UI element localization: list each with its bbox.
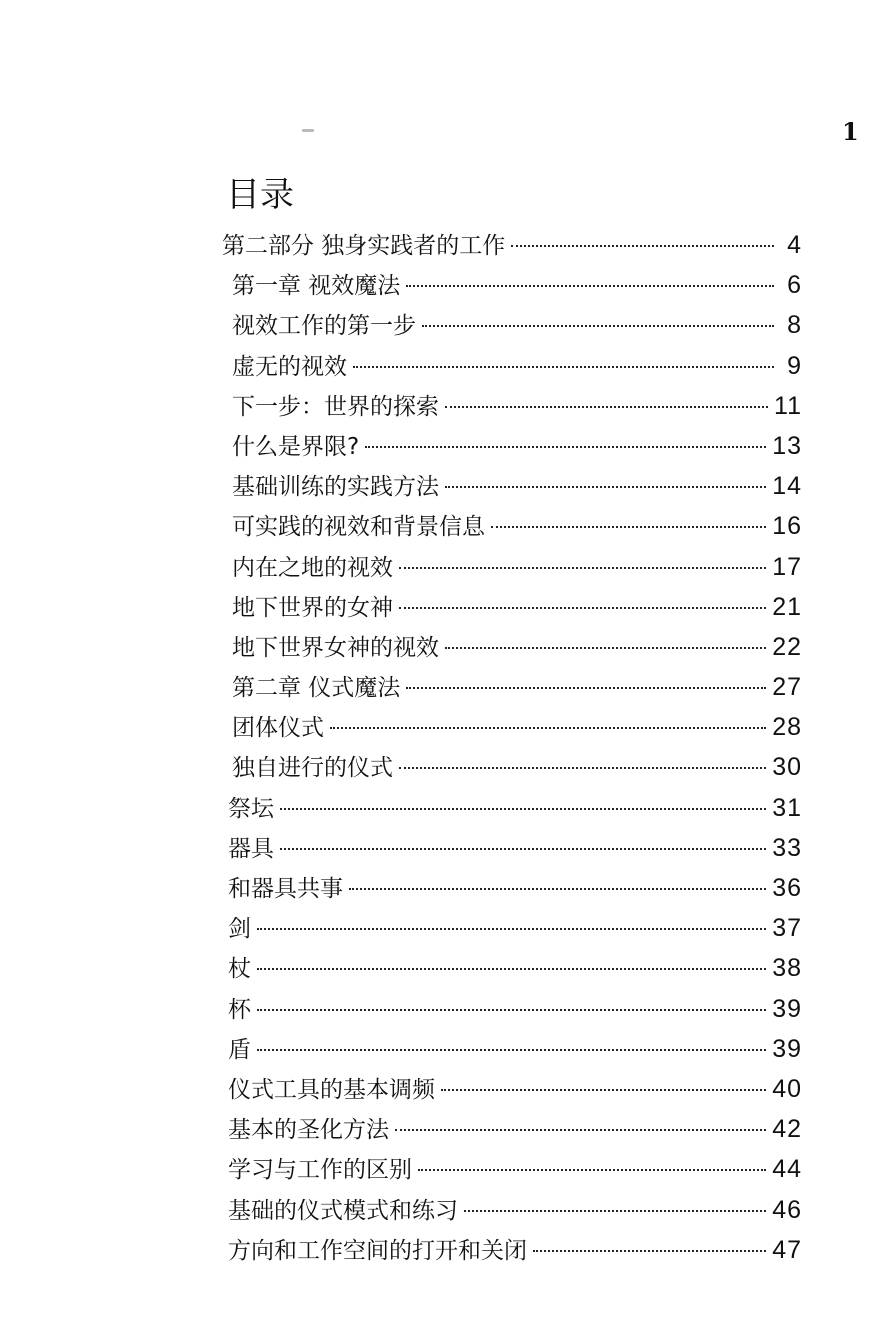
toc-entry-label: 团体仪式 bbox=[232, 715, 324, 742]
dot-leader bbox=[533, 1248, 766, 1252]
toc-entry[interactable] bbox=[222, 829, 802, 869]
toc-entry-label: 第一章 视效魔法 bbox=[232, 273, 401, 300]
toc-entry-label: 内在之地的视效 bbox=[232, 554, 393, 581]
toc-entry-page: 40 bbox=[772, 1074, 802, 1103]
toc-entry-label: 地下世界女神的视效 bbox=[232, 634, 439, 661]
dot-leader bbox=[406, 685, 766, 689]
toc-entry[interactable] bbox=[222, 869, 802, 909]
toc-entry[interactable] bbox=[222, 507, 802, 547]
toc-entry[interactable] bbox=[222, 1150, 802, 1190]
dot-leader bbox=[399, 765, 766, 769]
toc-entry-page: 39 bbox=[772, 994, 802, 1023]
toc-entry-label: 和器具共事 bbox=[228, 876, 343, 902]
toc-entry-label: 祭坛 bbox=[228, 795, 274, 822]
dot-leader bbox=[445, 404, 768, 408]
dot-leader bbox=[491, 524, 766, 528]
toc-entry-page: 39 bbox=[772, 1034, 802, 1063]
toc-entry[interactable] bbox=[222, 708, 802, 748]
toc-entry-page: 14 bbox=[772, 472, 802, 501]
toc-entry[interactable] bbox=[222, 628, 802, 668]
toc-entry-page: 13 bbox=[772, 431, 802, 460]
toc-entry-label: 学习与工作的区别 bbox=[228, 1157, 412, 1184]
toc-entry-page: 30 bbox=[772, 753, 802, 782]
dot-leader bbox=[445, 645, 766, 649]
toc-entry[interactable] bbox=[222, 1231, 802, 1271]
dot-leader bbox=[406, 283, 774, 287]
toc-entry-page: 4 bbox=[787, 231, 802, 259]
toc-entry[interactable] bbox=[222, 1110, 802, 1150]
dot-leader bbox=[399, 565, 766, 569]
toc-entry-label: 视效工作的第一步 bbox=[232, 313, 416, 340]
toc-entry-label: 器具 bbox=[228, 835, 274, 862]
toc-entry-page: 8 bbox=[787, 311, 802, 340]
scan-mark bbox=[302, 129, 314, 132]
dot-leader bbox=[464, 1208, 766, 1212]
toc-entry-label: 下一步：世界的探索 bbox=[232, 393, 439, 420]
toc-entry[interactable] bbox=[222, 387, 802, 427]
toc-entry-page: 31 bbox=[772, 793, 802, 822]
dot-leader bbox=[422, 323, 774, 327]
toc-entry[interactable] bbox=[222, 789, 802, 829]
toc-entry-label: 基础的仪式模式和练习 bbox=[228, 1197, 458, 1224]
toc-entry-page: 44 bbox=[772, 1155, 802, 1184]
toc-entry[interactable] bbox=[222, 347, 802, 387]
dot-leader bbox=[441, 1087, 766, 1091]
toc-entry[interactable] bbox=[222, 1070, 802, 1110]
toc-entry-label: 虚无的视效 bbox=[232, 353, 347, 380]
dot-leader bbox=[330, 725, 766, 729]
toc-entry-label: 仪式工具的基本调频 bbox=[228, 1076, 435, 1103]
toc-entry-label: 杯 bbox=[228, 996, 251, 1023]
dot-leader bbox=[349, 886, 766, 890]
toc-entry-page: 27 bbox=[772, 673, 802, 702]
dot-leader bbox=[395, 1127, 766, 1131]
page-number: 1 bbox=[842, 117, 859, 146]
toc-entry[interactable] bbox=[222, 266, 802, 306]
toc-entry[interactable] bbox=[222, 226, 802, 266]
dot-leader bbox=[365, 444, 766, 448]
toc-entry-page: 47 bbox=[772, 1235, 802, 1264]
toc-entry[interactable] bbox=[222, 748, 802, 788]
toc-entry[interactable] bbox=[222, 949, 802, 989]
toc-entry-label: 杖 bbox=[228, 956, 251, 983]
toc-entry[interactable] bbox=[222, 467, 802, 507]
toc-entry-label: 方向和工作空间的打开和关闭 bbox=[228, 1237, 527, 1264]
dot-leader bbox=[257, 1047, 766, 1051]
toc-entry[interactable] bbox=[222, 1030, 802, 1070]
dot-leader bbox=[418, 1167, 766, 1171]
toc-entry-page: 28 bbox=[772, 713, 802, 742]
toc-entry-label: 盾 bbox=[228, 1036, 251, 1063]
toc-entry-label: 地下世界的女神 bbox=[232, 594, 393, 621]
toc-entry-page: 9 bbox=[787, 351, 802, 380]
dot-leader bbox=[353, 364, 774, 368]
toc-entry-label: 基本的圣化方法 bbox=[228, 1117, 389, 1144]
toc-title: 目录 bbox=[226, 175, 294, 215]
toc-entry-page: 11 bbox=[774, 391, 802, 420]
toc-entry-label: 剑 bbox=[228, 916, 251, 943]
toc-entry-page: 16 bbox=[772, 512, 802, 541]
toc-entry-label: 独自进行的仪式 bbox=[232, 755, 393, 782]
dot-leader bbox=[257, 966, 766, 970]
toc-entry-page: 42 bbox=[772, 1115, 802, 1144]
toc-entry[interactable] bbox=[222, 588, 802, 628]
toc-entry[interactable] bbox=[222, 990, 802, 1030]
toc-entry-page: 21 bbox=[772, 592, 802, 621]
toc-entry-label: 第二章 仪式魔法 bbox=[232, 675, 401, 702]
dot-leader bbox=[280, 846, 766, 850]
toc-entry-page: 37 bbox=[772, 914, 802, 943]
dot-leader bbox=[257, 926, 766, 930]
toc-entry-page: 6 bbox=[787, 271, 802, 300]
toc-entry[interactable] bbox=[222, 1191, 802, 1231]
toc-entry-page: 17 bbox=[772, 552, 802, 581]
dot-leader bbox=[280, 806, 766, 810]
toc-entry-page: 38 bbox=[772, 954, 802, 983]
toc-entry-label: 什么是界限? bbox=[232, 433, 360, 460]
toc-entry-page: 33 bbox=[772, 833, 802, 862]
dot-leader bbox=[257, 1007, 766, 1011]
dot-leader bbox=[445, 484, 766, 488]
toc-entry-label: 基础训练的实践方法 bbox=[232, 474, 439, 501]
toc-entry[interactable] bbox=[222, 427, 802, 467]
toc-list bbox=[222, 226, 802, 1271]
toc-entry[interactable] bbox=[222, 306, 802, 346]
toc-entry-label: 第二部分 独身实践者的工作 bbox=[222, 233, 506, 259]
toc-entry-label: 可实践的视效和背景信息 bbox=[232, 514, 485, 541]
dot-leader bbox=[399, 605, 766, 609]
toc-entry[interactable] bbox=[222, 548, 802, 588]
toc-entry-page: 36 bbox=[772, 874, 802, 902]
toc-entry-page: 22 bbox=[772, 632, 802, 661]
toc-entry-page: 46 bbox=[772, 1195, 802, 1224]
dot-leader bbox=[511, 243, 774, 247]
toc-entry[interactable] bbox=[222, 668, 802, 708]
toc-entry[interactable] bbox=[222, 909, 802, 949]
